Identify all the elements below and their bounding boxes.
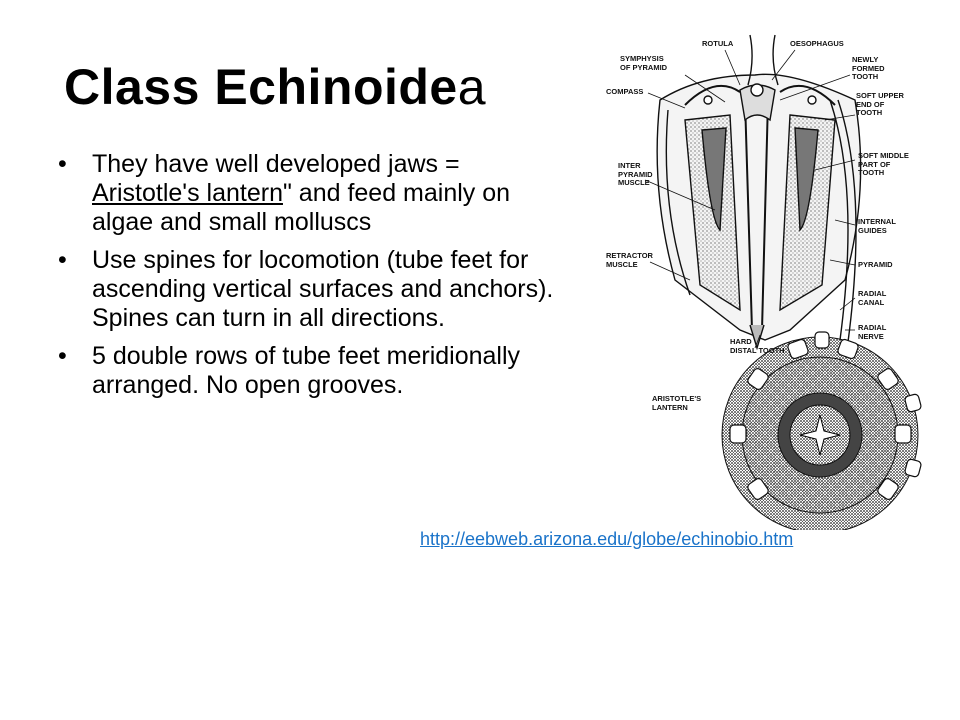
bullet-list (58, 150, 558, 409)
bullet-text-post: " and feed mainly on algae and small molluscs (92, 179, 511, 236)
lantern-cross-section (722, 332, 922, 530)
aristotles-lantern-figure (590, 30, 960, 530)
label-hard-distal-tooth: HARD DISTAL TOOTH (730, 337, 785, 355)
label-retractor-muscle: RETRACTOR MUSCLE (606, 251, 653, 269)
bullet-item: • Use spines for locomotion (tube feet for ascending vertical surfaces and anchors). Spines can turn in all directions. (58, 246, 558, 333)
bullet-item (58, 150, 558, 237)
lantern-diagram (590, 30, 960, 530)
bullet-text-pre: They have well developed jaws = (92, 150, 460, 178)
label-rotula: ROTULA (702, 39, 734, 48)
label-soft-middle-part: SOFT MIDDLE PART OF TOOTH (858, 151, 909, 177)
label-radial-canal: RADIAL CANAL (858, 289, 887, 307)
label-compass: COMPASS (606, 87, 644, 96)
bullet-item: • 5 double rows of tube feet meridionally arranged. No open grooves. (58, 342, 558, 400)
slide-title-main: Class Echinoide (64, 59, 458, 115)
label-symphysis: SYMPHYSIS OF PYRAMID (620, 54, 668, 72)
source-link[interactable]: http://eebweb.arizona.edu/globe/echinobio.htm (420, 529, 794, 549)
slide-title (64, 58, 486, 116)
label-oesophagus: OESOPHAGUS (790, 39, 844, 48)
label-pyramid: PYRAMID (858, 260, 893, 269)
label-inter-pyramid-muscle: INTER PYRAMID MUSCLE (618, 161, 653, 187)
label-newly-formed-tooth: NEWLY FORMED TOOTH (852, 55, 885, 81)
label-internal-guides: INTERNAL GUIDES (858, 217, 896, 235)
label-aristotles-lantern: ARISTOTLE'S LANTERN (652, 394, 702, 412)
slide-title-tail: a (457, 59, 487, 115)
label-soft-upper-end: SOFT UPPER END OF TOOTH (856, 91, 904, 117)
label-radial-nerve: RADIAL NERVE (858, 323, 887, 341)
aristotles-lantern-link[interactable]: Aristotle's lantern (92, 179, 283, 207)
